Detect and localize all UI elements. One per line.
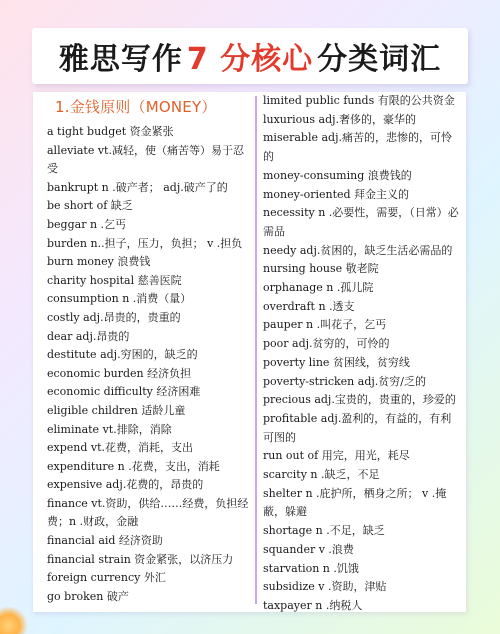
vocab-entry: needy adj.贫困的，缺乏生活必需品的	[263, 243, 453, 257]
vocab-entry: luxurious adj.奢侈的，豪华的	[263, 112, 417, 126]
vocab-entry: profitable adj.盈利的，有益的，有利可图的	[263, 411, 452, 444]
vocab-entry: expenditure n .花费，支出，消耗	[47, 459, 220, 473]
vocab-entry: money-consuming 浪费钱的	[263, 168, 412, 182]
vocab-entry: poverty line 贫困线，贫穷线	[263, 355, 410, 369]
vocab-entry: starvation n .饥饿	[263, 561, 359, 575]
vocab-entry: subsidize v .资助，津贴	[263, 580, 387, 594]
vocab-entry: alleviate vt.减轻，使（痛苦等）易于忍受	[47, 143, 244, 176]
vocab-entry: scarcity n .缺乏，不足	[263, 468, 380, 482]
vocab-entry: financial strain 资金紧张，以济压力	[47, 552, 234, 566]
vocab-entry: costly adj.昂贵的，贵重的	[47, 310, 181, 324]
vocab-entry: be short of 缺乏	[47, 199, 133, 213]
vocab-entry: economic difficulty 经济困难	[47, 385, 201, 399]
vocab-entry: charity hospital 慈善医院	[47, 273, 182, 287]
vocab-entry: overdraft n .透支	[263, 299, 355, 313]
vocab-entry: run out of 用完，用光，耗尽	[263, 449, 410, 463]
vocab-entry: poor adj.贫穷的，可怜的	[263, 337, 390, 351]
vocab-entry: burn money 浪费钱	[47, 255, 151, 269]
vocab-entry: destitute adj.穷困的，缺乏的	[47, 348, 198, 362]
vocab-entry: orphanage n .孤儿院	[263, 281, 374, 295]
vocab-entry: dear adj.昂贵的	[47, 329, 130, 343]
column-divider	[255, 96, 257, 604]
vocab-entry: necessity n .必要性，需要，（日常）必需品	[263, 206, 459, 238]
vocab-entry: shelter n .庇护所，栖身之所； v .掩蔽，躲避	[263, 486, 447, 519]
vocab-entry: economic burden 经济负担	[47, 366, 192, 380]
right-column	[263, 92, 461, 612]
vocab-entry: squander v .浪费	[263, 542, 354, 556]
page-title	[32, 28, 468, 84]
vocab-entry: beggar n .乞丐	[47, 217, 127, 231]
vocab-entry: eliminate vt.排除，消除	[47, 422, 172, 436]
vocab-entry: consumption n .消费（量）	[47, 292, 192, 306]
vocabulary-sheet	[33, 92, 466, 612]
title-number: 7 分核心	[186, 42, 314, 77]
vocab-entry: foreign currency 外汇	[47, 571, 166, 585]
vocab-entry: a tight budget 资金紧张	[47, 125, 174, 138]
vocab-entry: expensive adj.花费的，昂贵的	[47, 478, 204, 492]
vocab-entry: expend vt.花费，消耗，支出	[47, 441, 194, 455]
vocab-entry: limited public funds 有限的公共资金	[263, 94, 455, 107]
vocab-entry: nursing house 敬老院	[263, 262, 379, 276]
vocab-entry: bankrupt n .破产者； adj.破产了的	[47, 180, 228, 194]
left-column	[47, 92, 252, 612]
vocab-entry: shortage n .不足，缺乏	[263, 524, 385, 538]
vocab-entry: taxpayer n .纳税人	[263, 598, 363, 612]
right-entry-list	[263, 92, 461, 616]
vocab-entry: eligible children 适龄儿童	[47, 403, 186, 417]
sparkle-decoration-icon	[0, 606, 28, 634]
vocab-entry: burden n..担子，压力，负担； v .担负	[47, 236, 243, 250]
vocab-entry: poverty-stricken adj.贫穷/乏的	[263, 374, 426, 388]
section-title: 1.金钱原则（MONEY）	[55, 98, 217, 116]
vocab-entry: go broken 破产	[47, 589, 129, 603]
title-part2: 分类词汇	[317, 42, 442, 77]
left-entry-list	[47, 123, 252, 606]
vocab-entry: money-oriented 拜金主义的	[263, 187, 410, 201]
vocab-entry: miserable adj.痛苦的，悲惨的，可怜的	[263, 131, 452, 164]
vocab-entry: financial aid 经济资助	[47, 534, 163, 548]
title-part1: 雅思写作	[58, 42, 183, 77]
vocab-entry: pauper n .叫花子，乞丐	[263, 318, 387, 332]
vocab-entry: finance vt.资助，供给……经费，负担经费；n .财政，金融	[47, 496, 249, 529]
vocab-entry: precious adj.宝贵的，贵重的，珍爱的	[263, 393, 456, 407]
